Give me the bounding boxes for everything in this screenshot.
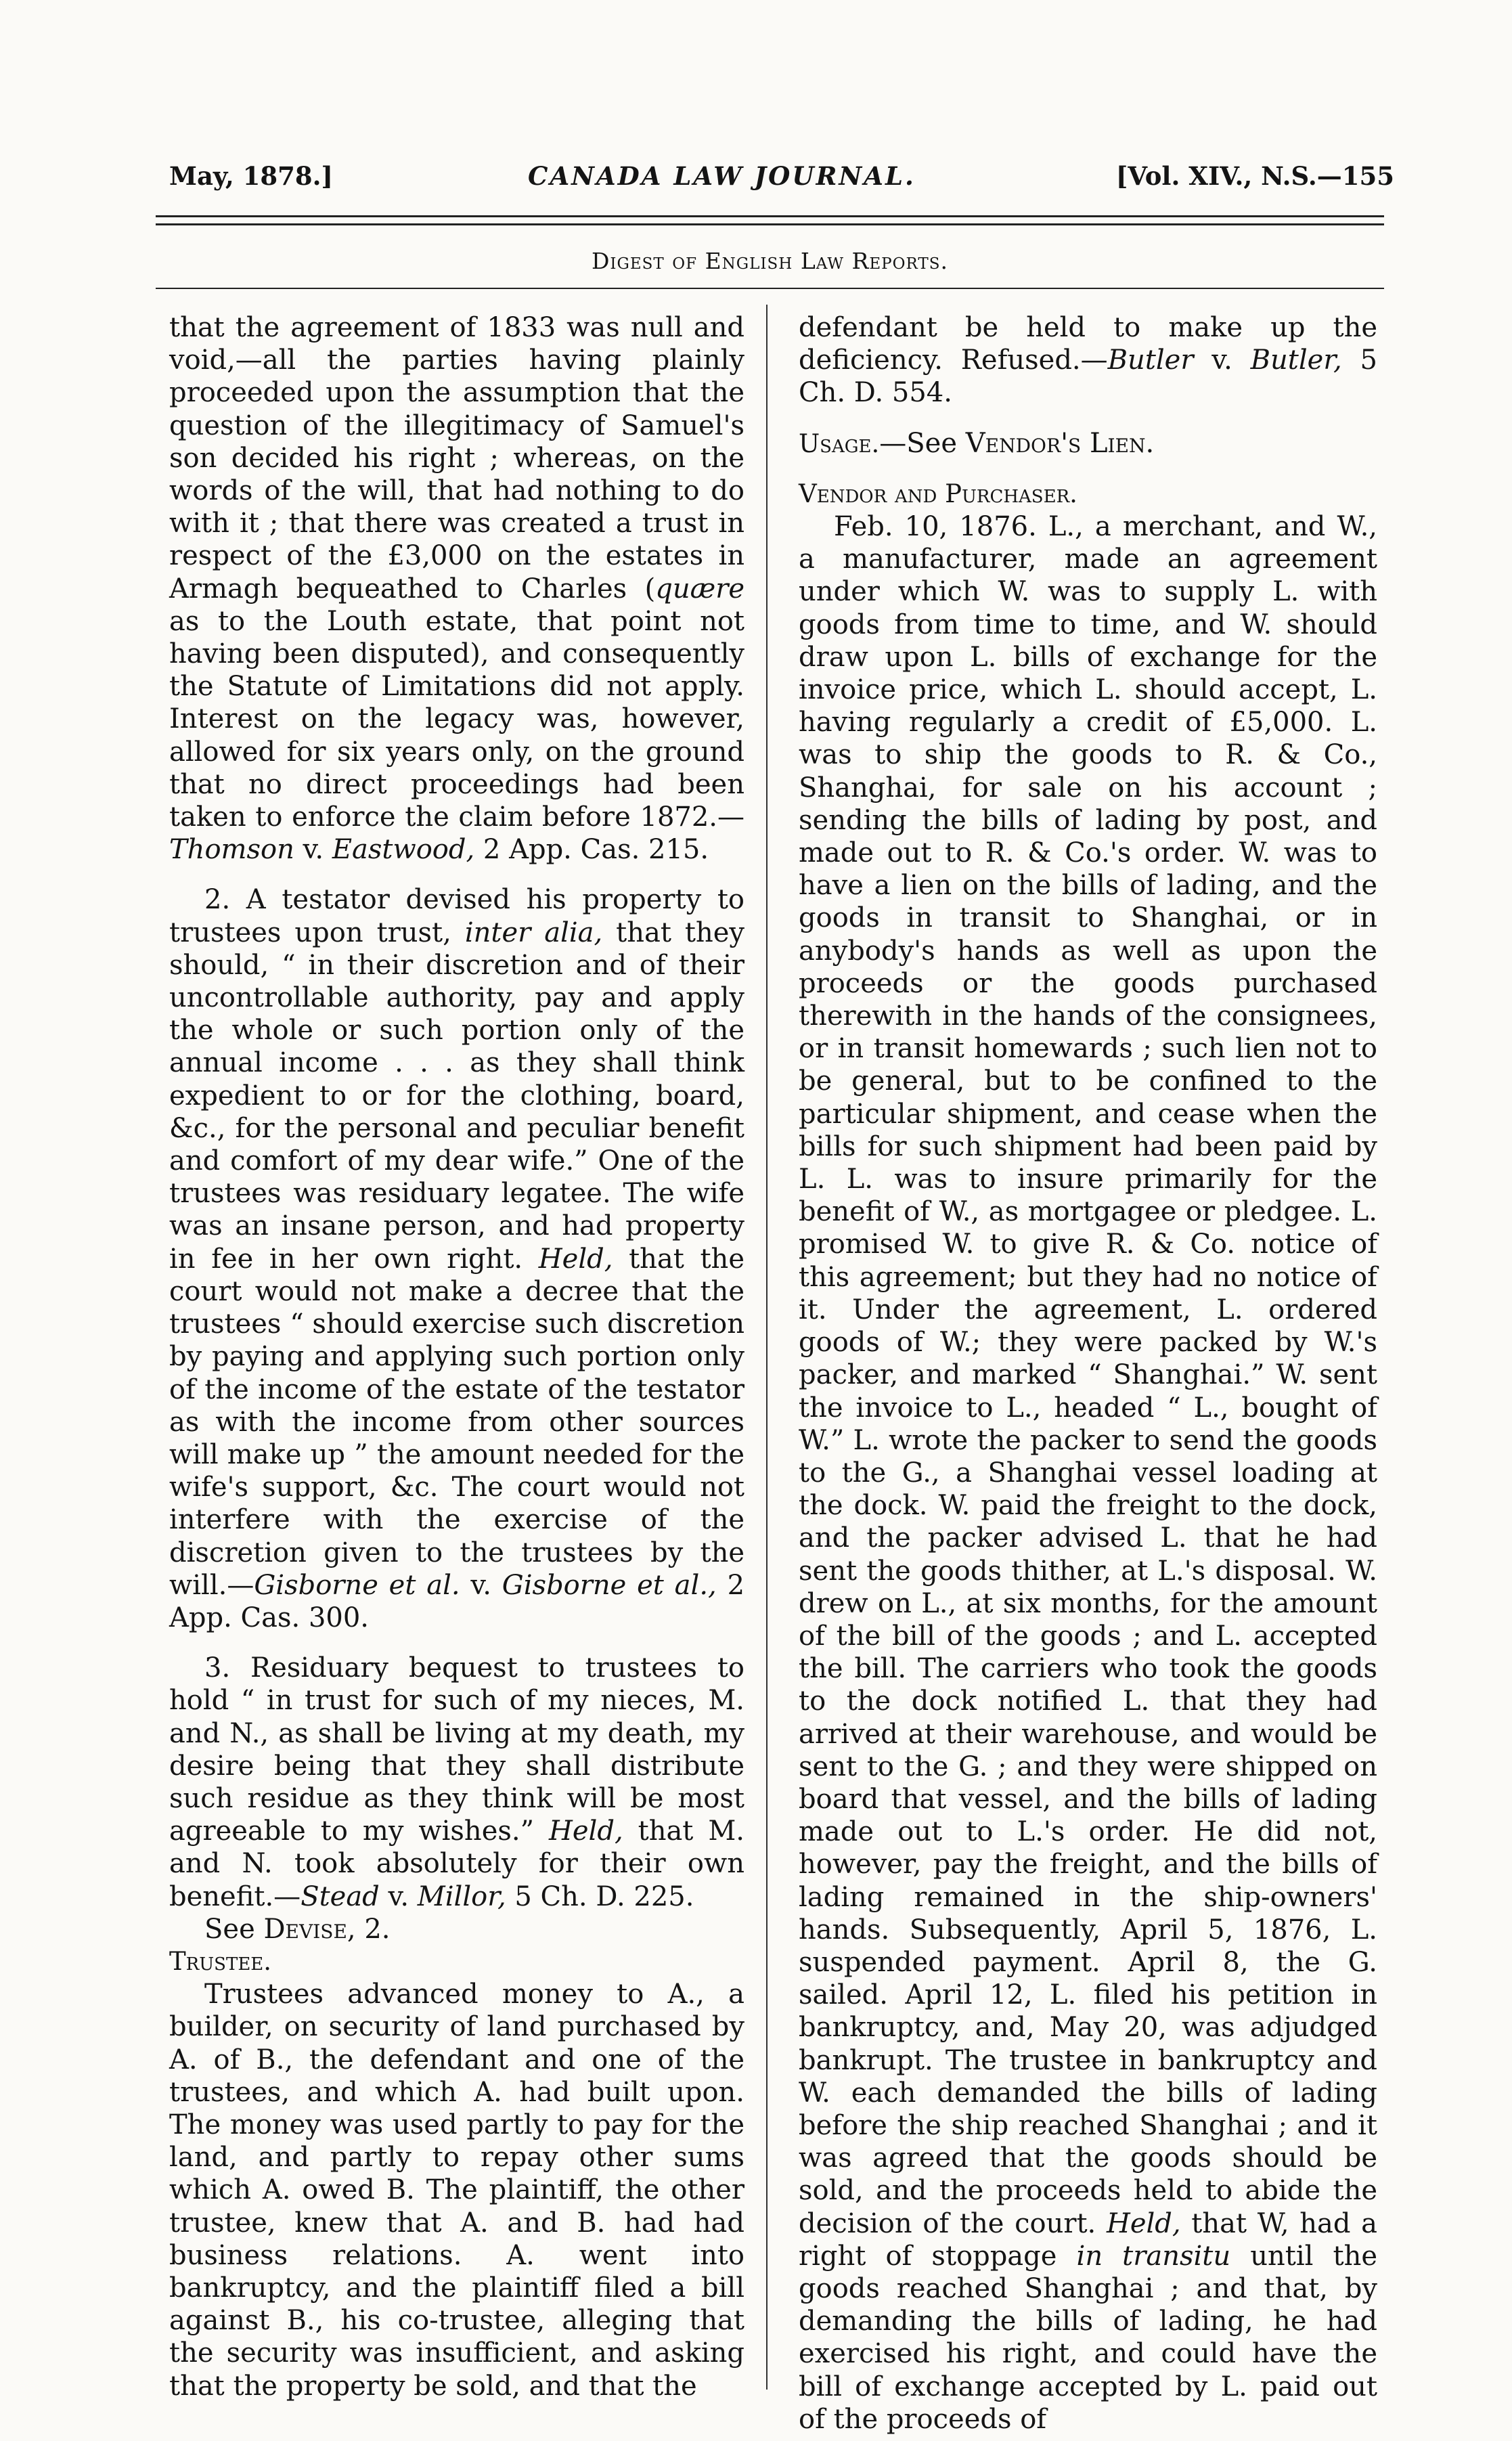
header-rule-bottom xyxy=(156,223,1384,225)
case-name: Millor, xyxy=(417,1881,506,1912)
header-date: May, 1878.] xyxy=(169,161,334,191)
citation: 5 Ch. D. 554. xyxy=(799,345,1377,409)
case-name: Butler, xyxy=(1250,345,1342,376)
paragraph-continued-right: defendant be held to make up the deficiency. Refused.—Butler v. Butler, 5 Ch. D. 554. xyxy=(799,312,1377,409)
header-journal-title: CANADA LAW JOURNAL. xyxy=(528,161,916,191)
paragraph-item-3: 3. Residuary bequest to trustees to hold “ in trust for such of my nieces, M. and N., as shall be living at my death, my desire being that they shall distribute such residue as they think will be most agreeable to my wishes.” Held, that M. and N. took absolutely for their own benefit.—Stead v. Millor, 5 Ch. D. 225. xyxy=(169,1652,744,1912)
case-name: Butler xyxy=(1107,345,1194,376)
case-name: Thomson xyxy=(169,834,294,866)
citation: 2 App. Cas. 300. xyxy=(169,1569,745,1633)
column-divider xyxy=(766,305,768,2390)
running-header xyxy=(169,161,1394,202)
right-column xyxy=(799,311,1377,2436)
header-rule-top xyxy=(156,215,1384,217)
paragraph-continued: that the agreement of 1833 was null and void,—all the parties having plainly proceeded upon the assumption that the question of the illegitimacy of Samuel's son decided his right ; whereas, on the words of the will, that had nothing to do with it ; that there was created a trust in respect of the £3,000 on the estates in Armagh bequeathed to Charles (quære as to the Louth estate, that point not having been disputed), and consequently the Statute of Limitations did not apply. Interest on the legacy was, however, allowed for six years only, on the ground that no direct proceedings had been taken to enforce the claim before 1872.—Thomson v. Eastwood, 2 App. Cas. 215. xyxy=(169,312,744,866)
section-title: Digest of English Law Reports. xyxy=(591,248,949,274)
left-column xyxy=(169,311,744,2402)
subject-heading-usage: Usage.—See Vendor's Lien. xyxy=(799,427,1155,459)
case-name: Eastwood, xyxy=(332,834,475,866)
subject-heading-vendor: Vendor and Purchaser. xyxy=(799,479,1077,508)
cross-reference: See Devise, 2. xyxy=(204,1913,391,1945)
case-name: Gisborne et al., xyxy=(502,1569,717,1601)
case-name: Gisborne et al. xyxy=(254,1569,460,1601)
citation: 5 Ch. D. 225. xyxy=(506,1881,694,1912)
section-rule xyxy=(156,288,1384,289)
paragraph-vendor: Feb. 10, 1876. L., a merchant, and W., a manufacturer, made an agreement under which W. was to supply L. with goods from time to time, and W. should draw upon L. bills of exchange for the invoice price, which L. should accept, L. having regularly a credit of £5,000. L. was to ship the goods to R. & Co., Shanghai, for sale on his account ; sending the bills of lading by post, and made out to R. & Co.'s order. W. was to have a lien on the bills of lading, and the goods in transit to Shanghai, or in anybody's hands as well as upon the proceeds or the goods purchased therewith in the hands of the consignees, or in transit homewards ; such lien not to be general, but to be confined to the particular shipment, and cease when the bills for such shipment had been paid by L. L. was to insure primarily for the benefit of W., as mortgagee or pledgee. L. promised W. to give R. & Co. notice of this agreement; but they had no notice of it. Under the agreement, L. ordered goods of W.; they were packed by W.'s packer, and marked “ Shanghai.” W. sent the invoice to L., headed “ L., bought of W.” L. wrote the packer to send the goods to the G., a Shanghai vessel loading at the dock. W. paid the freight to the dock, and the packer advised L. that he had sent the goods thither, at L.'s disposal. W. drew on L., at six months, for the amount of the bill of the goods ; and L. accepted the bill. The carriers who took the goods to the dock notified L. that they had arrived at their warehouse, and would be sent to the G. ; and they were shipped on board that vessel, and the bills of lading made out to L.'s order. He did not, however, pay the freight, and the bills of lading remained in the ship-owners' hands. Subsequently, April 5, 1876, L. suspended payment. April 8, the G. sailed. April 12, L. filed his petition in bankruptcy, and, May 20, was adjudged bankrupt. The trustee in bankruptcy and W. each demanded the bills of lading before the ship reached Shanghai ; and it was agreed that the goods should be sold, and the proceeds held to abide the decision of the court. Held, that W, had a right of stoppage in transitu until the goods reached Shanghai ; and that, by demanding the bills of lading, he had exercised his right, and could have the bill of exchange accepted by L. paid out of the proceeds of xyxy=(799,511,1378,2435)
paragraph-trustee: Trustees advanced money to A., a builder, on security of land purchased by A. of B., the defendant and one of the trustees, and which A. had built upon. The money was used partly to pay for the land, and partly to repay other sums which A. owed B. The plaintiff, the other trustee, knew that A. and B. had had business relations. A. went into bankruptcy, and the plaintiff filed a bill against B., his co-trustee, alleging that the security was insufficient, and asking that the property be sold, and that the xyxy=(169,1979,744,2402)
paragraph-item-2: 2. A testator devised his property to trustees upon trust, inter alia, that they should, “ in their discretion and of their uncontrollable authority, pay and apply the whole or such portion only of the annual income . . . as they shall think expedient to or for the clothing, board, &c., for the personal and peculiar benefit and comfort of my dear wife.” One of the trustees was residuary legatee. The wife was an insane person, and had property in fee in her own right. Held, that the court would not make a decree that the trustees “ should exercise such discretion by paying and applying such portion only of the income of the estate of the testator as with the income from other sources will make up ” the amount needed for the wife's support, &c. The court would not interfere with the exercise of the discretion given to the trustees by the will.—Gisborne et al. v. Gisborne et al., 2 App. Cas. 300. xyxy=(169,884,745,1633)
citation: 2 App. Cas. 215. xyxy=(474,834,709,866)
header-volume-page: [Vol. XIV., N.S.—155 xyxy=(1115,161,1394,191)
case-name: Stead xyxy=(301,1881,380,1912)
subject-heading-trustee: Trustee. xyxy=(169,1946,272,1976)
